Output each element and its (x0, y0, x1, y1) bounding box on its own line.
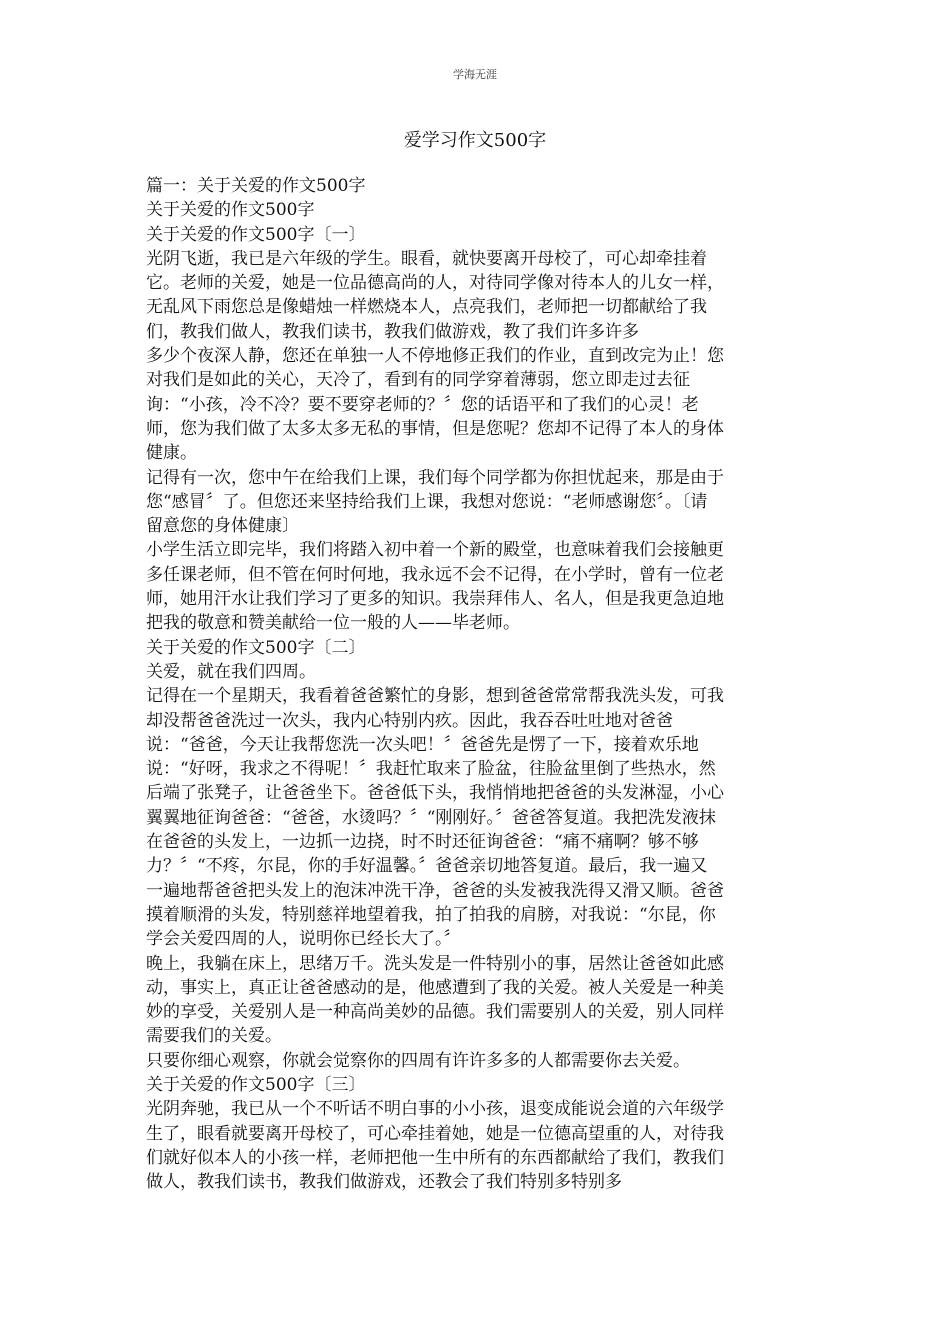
text-line: 光阴奔驰，我已从一个不听话不明白事的小小孩，退变成能说会道的六年级学 (146, 1099, 724, 1120)
text-line: 师，您为我们做了太多太多无私的事情，但是您呢？您却不记得了本人的身体 (146, 418, 724, 439)
text-line: 关于关爱的作文500字〔三〕 (146, 1074, 366, 1095)
text-line: 摸着顺滑的头发，特别慈祥地望着我，拍了拍我的肩膀，对我说：“尔昆，你 (146, 904, 716, 925)
text-line: 力？〞“不疼，尔昆，你的手好温馨。〞爸爸亲切地答复道。最后，我一遍又 (146, 856, 708, 877)
text-line: 您“感冒〞了。但您还来坚持给我们上课，我想对您说：“老师感谢您〞。〔请 (146, 491, 708, 512)
text-line: 后端了张凳子，让爸爸坐下。爸爸低下头，我悄悄地把爸爸的头发淋湿，小心 (146, 783, 724, 804)
text-line: 关于关爱的作文500字〔一〕 (146, 224, 366, 245)
text-line: 关于关爱的作文500字 (146, 200, 315, 221)
text-line: 多少个夜深人静，您还在单独一人不停地修正我们的作业，直到改完为止！您 (146, 346, 724, 367)
text-line: 一遍地帮爸爸把头发上的泡沫冲洗干净，爸爸的头发被我洗得又滑又顺。爸爸 (146, 880, 724, 901)
text-line: 关爱，就在我们四周。 (146, 661, 316, 682)
text-line: 在爸爸的头发上，一边抓一边挠，时不时还征询爸爸：“痛不痛啊？够不够 (146, 832, 699, 853)
page-header: 学海无涯 (453, 68, 497, 81)
text-line: 说：“爸爸，今天让我帮您洗一次头吧！〞爸爸先是愣了一下，接着欢乐地 (146, 734, 699, 755)
text-line: 生了，眼看就要离开母校了，可心牵挂着她，她是一位德高望重的人，对待我 (146, 1123, 724, 1144)
text-line: 记得有一次，您中午在给我们上课，我们每个同学都为你担忧起来，那是由于 (146, 467, 724, 488)
text-line: 翼翼地征询爸爸：“爸爸，水烫吗？〞“刚刚好。〞爸爸答复道。我把洗发液抹 (146, 807, 716, 828)
text-line: 只要你细心观察，你就会觉察你的四周有许许多多的人都需要你去关爱。 (146, 1050, 690, 1071)
text-line: 记得在一个星期天，我看着爸爸繁忙的身影，想到爸爸常常帮我洗头发，可我 (146, 686, 724, 707)
text-line: 晚上，我躺在床上，思绪万千。洗头发是一件特别小的事，居然让爸爸如此感 (146, 953, 724, 974)
document-title: 爱学习作文500字 (403, 130, 547, 151)
text-line: 把我的敬意和赞美献给一位一般的人——毕老师。 (146, 613, 520, 634)
text-line: 询：“小孩，冷不冷？要不要穿老师的？〞您的话语平和了我们的心灵！老 (146, 394, 699, 415)
text-line: 篇一：关于关爱的作文500字 (146, 176, 366, 196)
text-line: 动，事实上，真正让爸爸感动的是，他感遭到了我的关爱。被人关爱是一种美 (146, 977, 724, 998)
text-line: 无乱风下雨您总是像蜡烛一样燃烧本人，点亮我们，老师把一切都献给了我 (146, 297, 707, 318)
document-body (146, 174, 806, 1194)
text-line: 却没帮爸爸洗过一次头，我内心特别内疚。因此，我吞吞吐吐地对爸爸 (146, 710, 673, 731)
text-line: 需要我们的关爱。 (146, 1026, 282, 1047)
text-line: 关于关爱的作文500字〔二〕 (146, 637, 366, 658)
text-line: 妙的享受，关爱别人是一种高尚美妙的品德。我们需要别人的关爱，别人同样 (146, 1002, 724, 1023)
text-line: 做人，教我们读书，教我们做游戏，还教会了我们特别多特别多 (146, 1172, 622, 1193)
text-line: 留意您的身体健康〕 (146, 516, 299, 537)
text-line: 它。老师的关爱，她是一位品德高尚的人，对待同学像对待本人的儿女一样， (146, 273, 724, 294)
text-line: 师，她用汗水让我们学习了更多的知识。我崇拜伟人、名人，但是我更急迫地 (146, 589, 724, 610)
text-line: 说：“好呀，我求之不得呢！〞我赶忙取来了脸盆，往脸盆里倒了些热水，然 (146, 759, 716, 780)
text-line: 们，教我们做人，教我们读书，教我们做游戏，教了我们许多许多 (146, 321, 639, 342)
text-line: 光阴飞逝，我已是六年级的学生。眼看，就快要离开母校了，可心却牵挂着 (146, 248, 707, 269)
text-line: 对我们是如此的关心，天冷了，看到有的同学穿着薄弱，您立即走过去征 (146, 370, 690, 391)
text-line: 多任课老师，但不管在何时何地，我永远不会不记得，在小学时，曾有一位老 (146, 564, 724, 585)
text-line: 健康。 (146, 443, 197, 464)
text-line: 小学生活立即完毕，我们将踏入初中着一个新的殿堂，也意味着我们会接触更 (146, 540, 724, 561)
text-line: 们就好似本人的小孩一样，老师把他一生中所有的东西都献给了我们，教我们 (146, 1147, 724, 1168)
text-line: 学会关爱四周的人，说明你已经长大了。〞 (146, 929, 461, 950)
